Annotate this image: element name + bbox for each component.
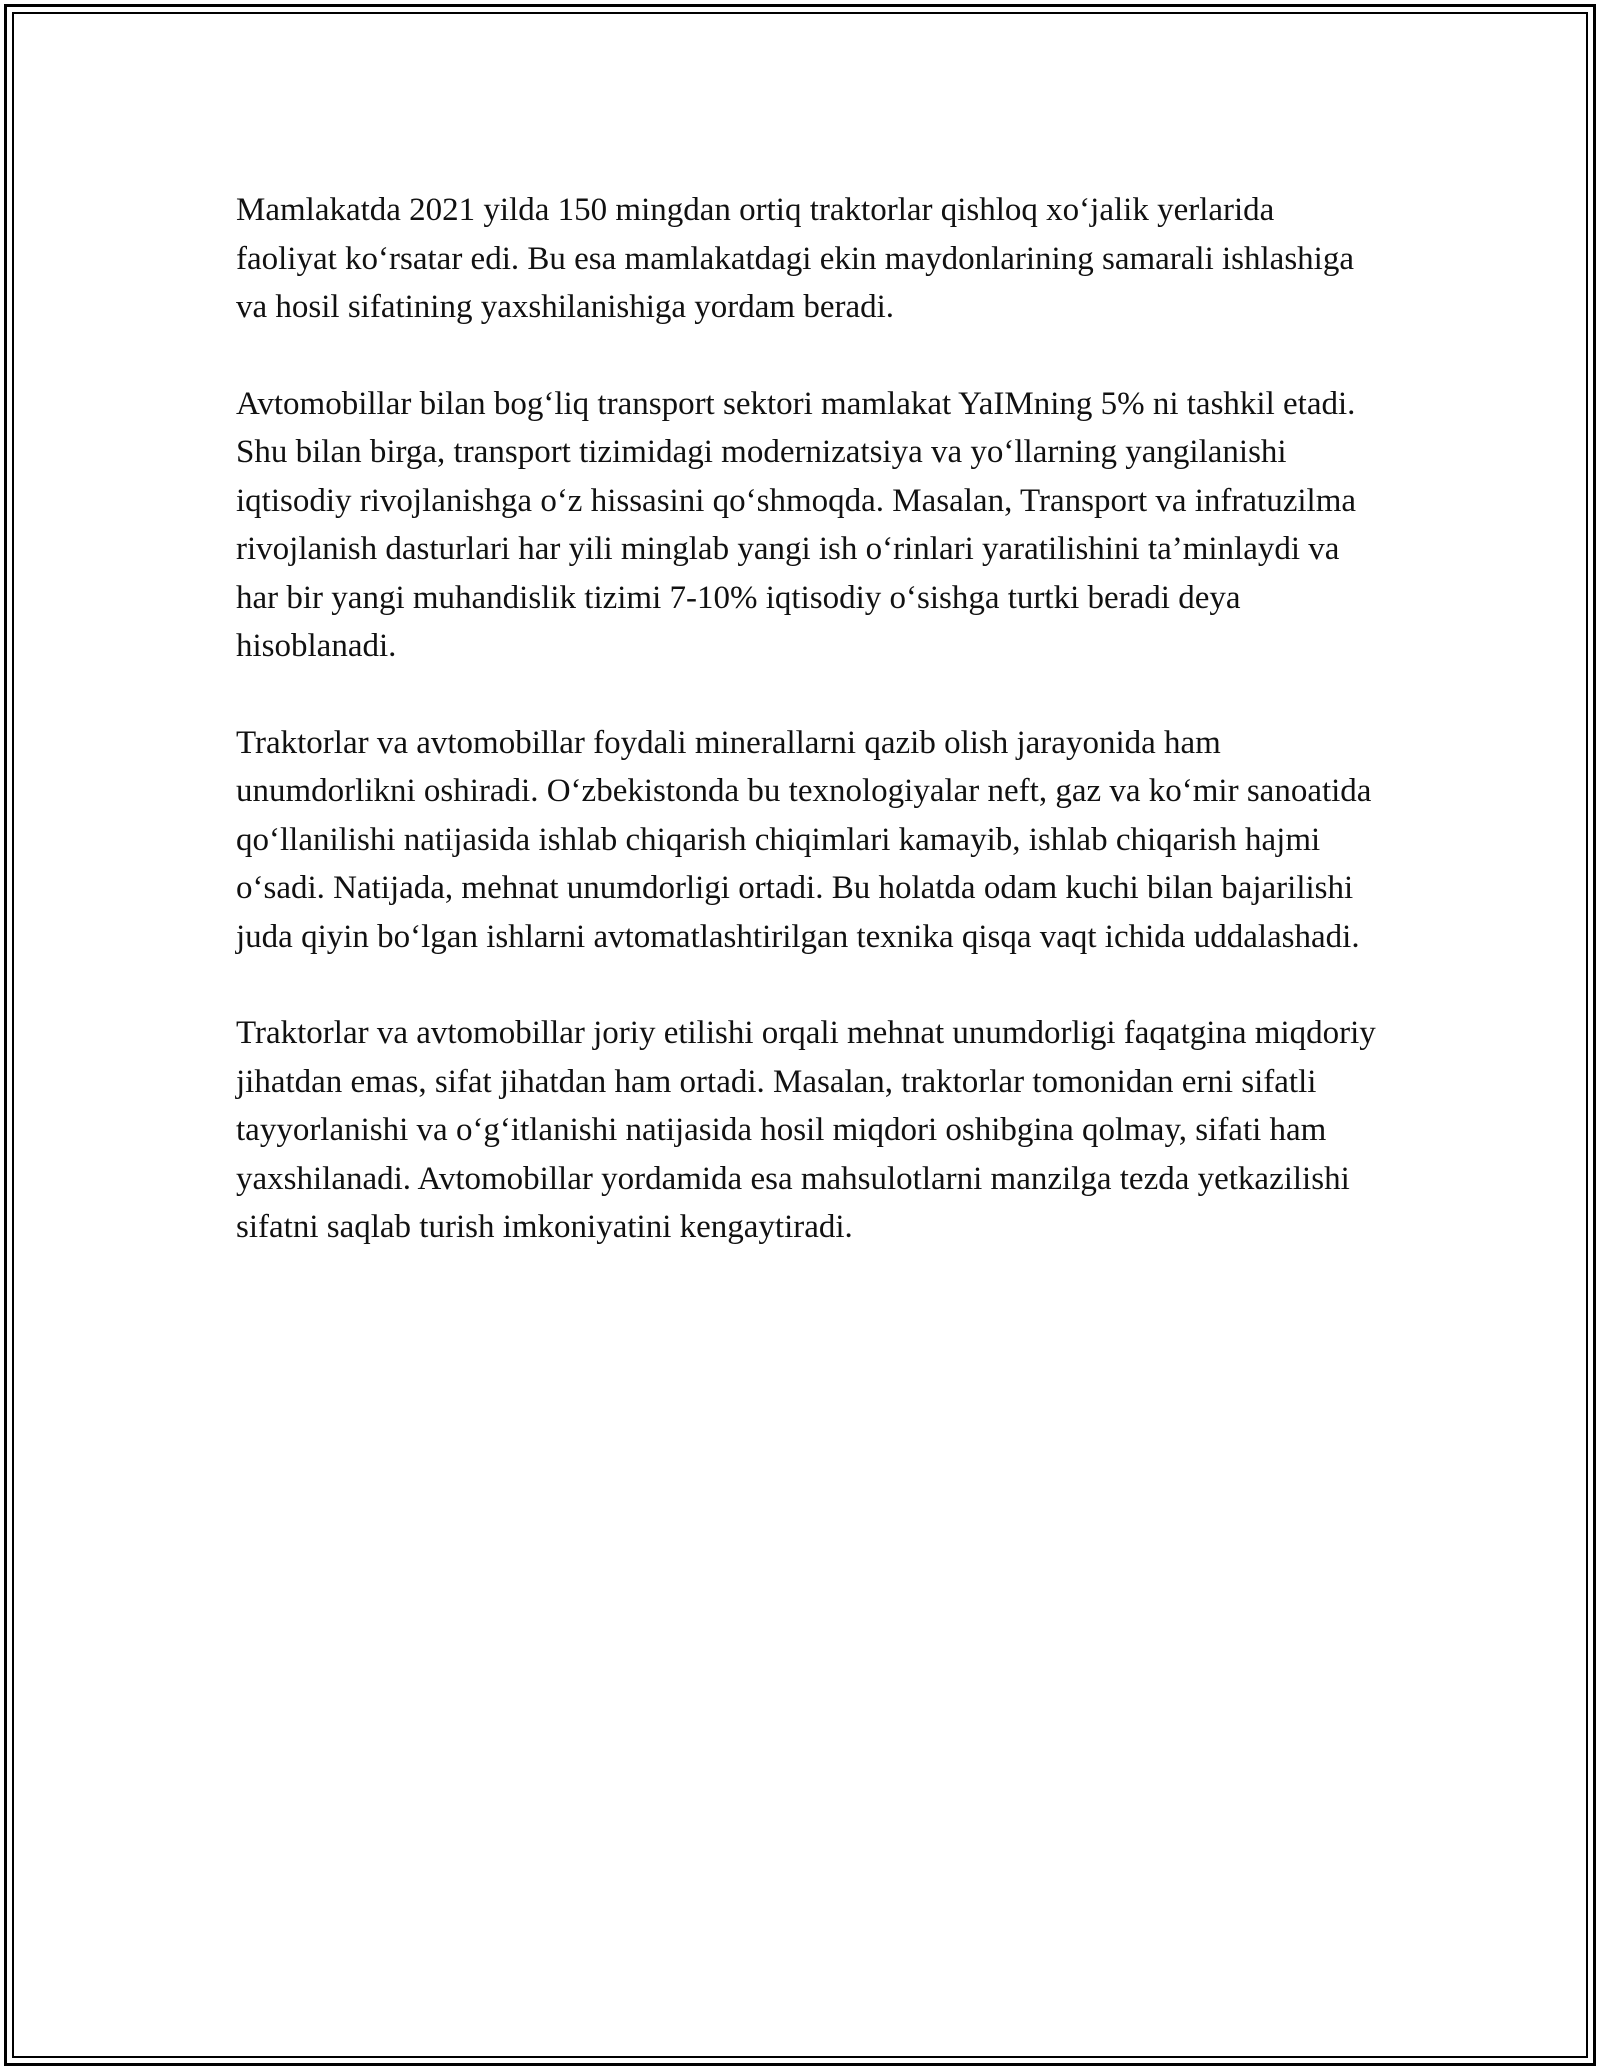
paragraph-mining-productivity: Traktorlar va avtomobillar foydali minerallarni qazib olish jarayonida ham unumdorlikni oshiradi. O‘zbekistonda bu texnologiyalar neft, gaz va ko‘mir sanoatida qo‘llanilishi natijasida ishlab chiqarish chiqimlari kamayib, ishlab chiqarish hajmi o‘sadi. Natijada, mehnat unumdorligi ortadi. Bu holatda odam kuchi bilan bajarilishi juda qiyin bo‘lgan ishlarni avtomatlashtirilgan texnika qisqa vaqt ichida uddalashadi. [236, 724, 1372, 955]
paragraph-agriculture-tractors: Mamlakatda 2021 yilda 150 mingdan ortiq traktorlar qishloq xo‘jalik yerlarida faoliyat ko‘rsatar edi. Bu esa mamlakatdagi ekin maydonlarining samarali ishlashiga va hosil sifatining yaxshilanishiga yordam beradi. [236, 192, 1354, 325]
paragraph-quality-productivity: Traktorlar va avtomobillar joriy etilishi orqali mehnat unumdorligi faqatgina miqdoriy jihatdan emas, sifat jihatdan ham ortadi. Masalan, traktorlar tomonidan erni sifatli tayyorlanishi va o‘g‘itlanishi natijasida hosil miqdori oshibgina qolmay, sifati ham yaxshilanadi. Avtomobillar yordamida esa mahsulotlarni manzilga tezda yetkazilishi sifatni saqlab turish imkoniyatini kengaytiradi. [236, 1015, 1376, 1245]
paragraph-transport-sector: Avtomobillar bilan bog‘liq transport sektori mamlakat YaIMning 5% ni tashkil etadi. Shu bilan birga, transport tizimidagi modernizatsiya va yo‘llarning yangilanishi iqtisodiy rivojlanishga o‘z hissasini qo‘shmoqda. Masalan, Transport va infratuzilma rivojlanish dasturlari har yili minglab yangi ish o‘rinlari yaratilishini ta’minlaydi va har bir yangi muhandislik tizimi 7-10% iqtisodiy o‘sishga turtki beradi deya hisoblanadi. [236, 385, 1357, 664]
document-body [236, 186, 1376, 1300]
